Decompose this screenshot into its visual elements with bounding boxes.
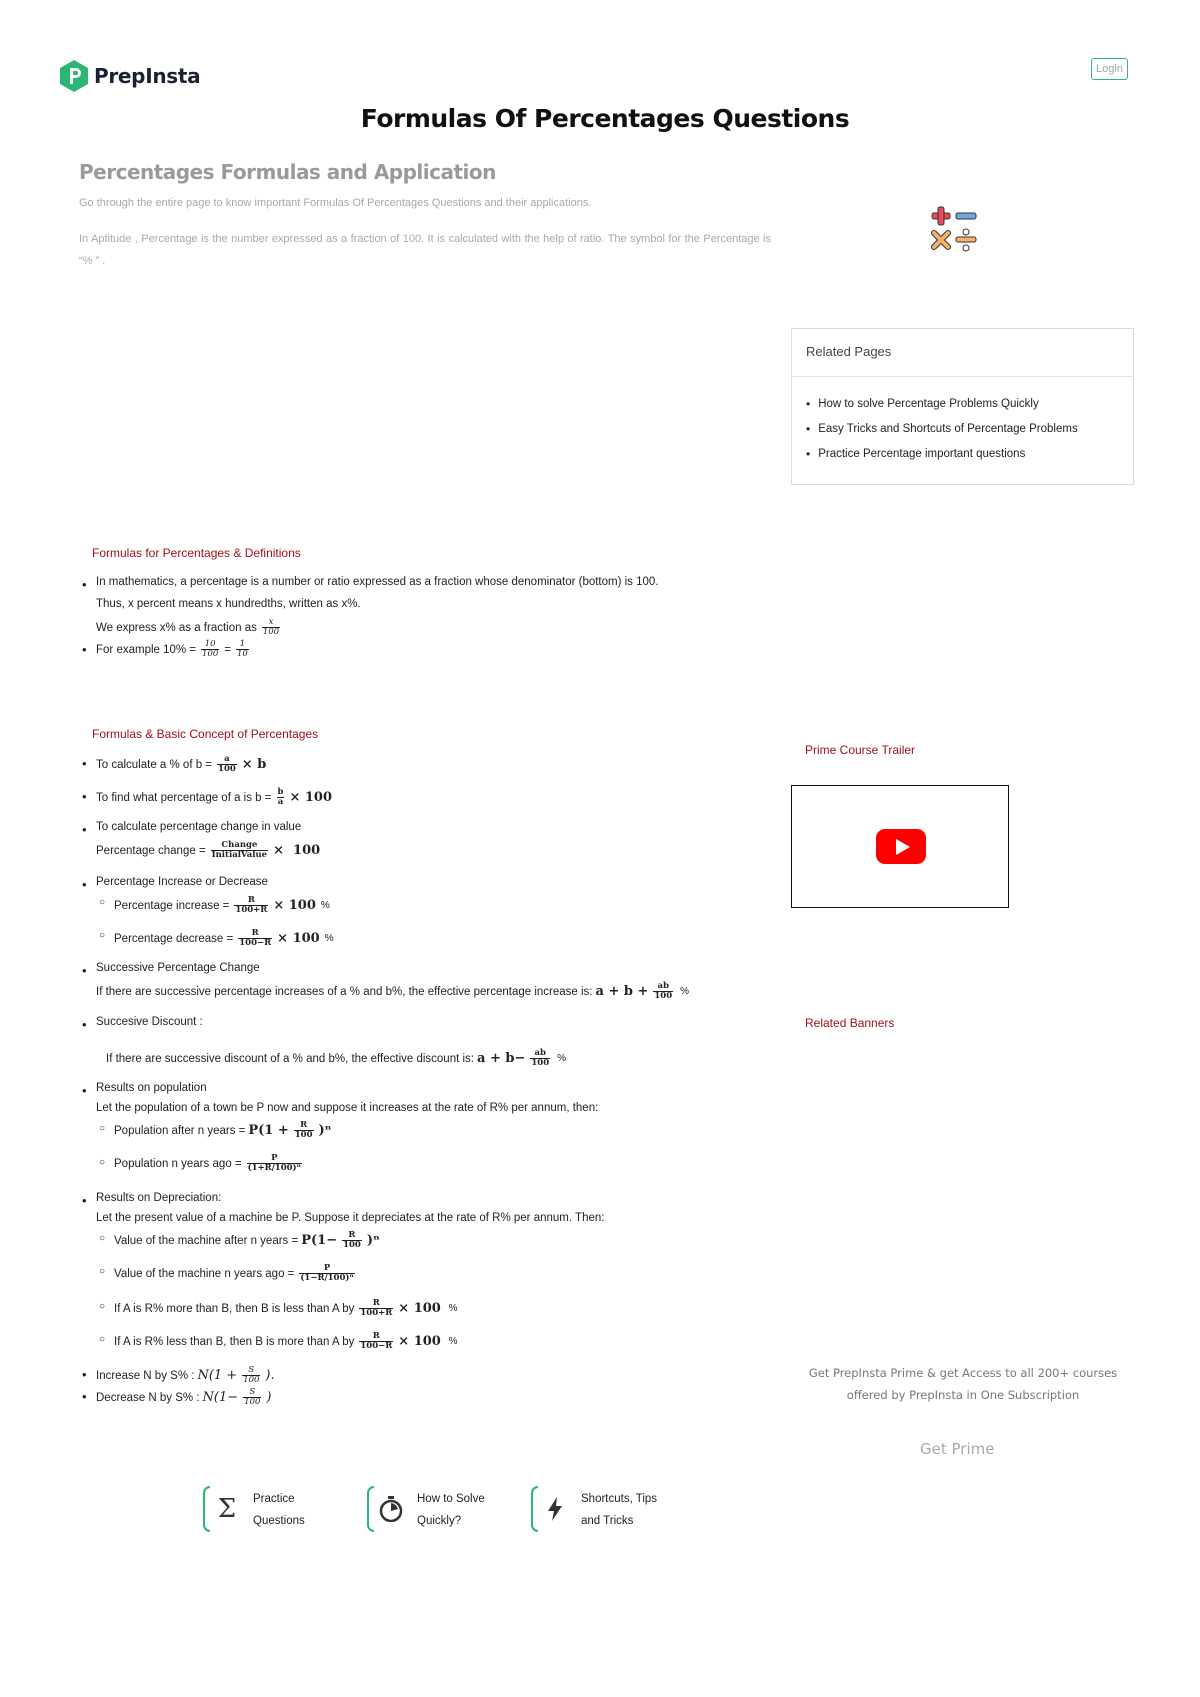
formulas-list: • To calculate a % of b = $\frac{a}{100}$ × b • To find what percentage of a is b = $\frac{b}{a}$ × 100 • To calculate percentage change in value Percentage change = $\frac{\text{Change}}{\text{InitialValue}}$ × 100 • Percentage Increase or Decrease ○ Percentage increase = $\frac{R}{100+R}$ × 100 % ○ Percentage decrease = $\frac{R}{100-R}$ × 100 % • Successive Percentage Change If there are successive percentage increases of a % and b%, the effective percentage increase is: a + b + $\frac{ab}{100}$ % • Succesive Discount : If there are successive discount of a % and b%, the effective discount is: a + b− $\frac{ab}{100}$ % • Results on population Let the population of a town be P now and suppose it increases at the rate of R% per annum, then: ○ Population after n years = P(1 + $\frac{R}{100}$ )ⁿ ○ Population n years ago = $\frac{P}{\text{(1+R/100)ⁿ}}$ • Results on Depreciation: Let the present value of a machine be P. Suppose it depreciates at the rate of R% per annum. Then: ○ Value of the machine after n years = P(1− $\frac{R}{100}$ )ⁿ ○ Value of the machine n years ago = $\frac{P}{\text{(1−R/100)ⁿ}}$ ○ If A is R% more than B, then B is less than A by $\frac{R}{100+R}$ × 100 % ○ If A is R% less than B, then B is more than A by $\frac{R}{100-R}$ × 100 % • Increase N by S% : N(1 + $\frac{S}{100}$ ). • Decrease N by S% : N(1− $\frac{S}{100}$ ) bbox=[82, 754, 690, 1407]
prepinsta-logo-icon bbox=[60, 60, 88, 92]
formula-increase-n: Increase N by S% : N(1 + $\frac{S}{100}$ ). bbox=[96, 1365, 275, 1385]
definitions-heading: Formulas for Percentages & Definitions bbox=[92, 546, 301, 560]
prime-trailer-heading: Prime Course Trailer bbox=[805, 743, 916, 757]
card-label: Shortcuts, Tips and Tricks bbox=[581, 1493, 658, 1527]
population-text: Let the population of a town be P now and suppose it increases at the rate of R% per annum, then: bbox=[96, 1102, 599, 1114]
definitions-list: • In mathematics, a percentage is a number or ratio expressed as a fraction whose denominator (bottom) is 100. Thus, x percent means x hundredths, written as x%. We express x% as a fraction as $\frac{x}{100}$ • For example 10% = $\frac{10}{100}$ = $\frac{1}{10}$ bbox=[82, 576, 659, 659]
card-how-to-solve[interactable] bbox=[367, 1486, 517, 1532]
related-pages-box bbox=[791, 328, 1134, 485]
formula-successive: If there are successive percentage increases of a % and b%, the effective percentage increase is: a + b + $\frac{ab}{100}$ % bbox=[96, 981, 690, 1001]
formula-pop-after: Population after n years = P(1 + $\frac{R}{100}$ )ⁿ bbox=[114, 1120, 332, 1140]
related-page-link[interactable]: • How to solve Percentage Problems Quickly bbox=[806, 391, 1133, 416]
get-prime-button[interactable]: Get Prime bbox=[920, 1440, 995, 1458]
definition-fraction-line: We express x% as a fraction as $\frac{x}{100}$ bbox=[96, 617, 280, 637]
formula-a-less: If A is R% less than B, then B is more than A by $\frac{R}{100-R}$ × 100 % bbox=[114, 1331, 458, 1351]
sigma-icon: Σ bbox=[217, 1494, 237, 1524]
page-title: Formulas Of Percentages Questions bbox=[360, 104, 850, 133]
fraction: $\frac{x}{100}$ bbox=[262, 617, 280, 637]
definition-text: Thus, x percent means x hundredths, written as x%. bbox=[96, 598, 361, 610]
inc-dec-title: Percentage Increase or Decrease bbox=[96, 876, 268, 888]
formula-pct-change: Percentage change = $\frac{\text{Change}}{\text{InitialValue}}$ × 100 bbox=[96, 840, 321, 860]
successive-title: Successive Percentage Change bbox=[96, 962, 260, 974]
formula-a-more: If A is R% more than B, then B is less than A by $\frac{R}{100+R}$ × 100 % bbox=[114, 1298, 458, 1318]
related-page-link[interactable]: • Easy Tricks and Shortcuts of Percentage Problems bbox=[806, 416, 1133, 441]
related-page-link[interactable]: • Practice Percentage important questions bbox=[806, 441, 1133, 466]
card-label: Practice Questions bbox=[253, 1493, 305, 1527]
formula-value-after: Value of the machine after n years = P(1− $\frac{R}{100}$ )ⁿ bbox=[114, 1230, 380, 1250]
definition-text: In mathematics, a percentage is a number or ratio expressed as a fraction whose denominator (bottom) is 100. bbox=[96, 576, 659, 588]
card-shortcuts-tips[interactable] bbox=[531, 1486, 681, 1532]
formula-pct-decrease: Percentage decrease = $\frac{R}{100-R}$ × 100 % bbox=[114, 928, 334, 948]
population-title: Results on population bbox=[96, 1082, 207, 1094]
related-banners-heading: Related Banners bbox=[805, 1016, 895, 1030]
card-label: How to Solve Quickly? bbox=[417, 1493, 485, 1527]
depreciation-text: Let the present value of a machine be P. Suppose it depreciates at the rate of R% per annum. Then: bbox=[96, 1212, 605, 1224]
lightning-icon bbox=[543, 1496, 567, 1522]
intro-heading: Percentages Formulas and Application bbox=[79, 160, 496, 184]
intro-paragraph: In Aptitude , Percentage is the number expressed as a fraction of 100. It is calculated with the help of ratio. The symbol for the Percentage is “% ” . bbox=[79, 233, 771, 267]
youtube-play-icon[interactable] bbox=[876, 829, 926, 864]
related-pages-list bbox=[792, 377, 1133, 466]
card-accent bbox=[203, 1486, 210, 1532]
depreciation-title: Results on Depreciation: bbox=[96, 1192, 222, 1204]
card-practice-questions[interactable] bbox=[203, 1486, 353, 1532]
intro-subtext: Go through the entire page to know important Formulas Of Percentages Questions and their applications. bbox=[79, 197, 592, 209]
logo-text: PrepInsta bbox=[94, 64, 201, 88]
math-operators-icon bbox=[930, 205, 978, 253]
stopwatch-icon bbox=[379, 1496, 403, 1522]
pct-change-title: To calculate percentage change in value bbox=[96, 821, 302, 833]
formula-a-of-b: To calculate a % of b = $\frac{a}{100}$ × b bbox=[96, 754, 267, 774]
formula-value-ago: Value of the machine n years ago = $\frac{P}{\text{(1−R/100)ⁿ}}$ bbox=[114, 1263, 354, 1283]
card-accent bbox=[531, 1486, 538, 1532]
video-player[interactable] bbox=[791, 785, 1009, 908]
formula-pop-ago: Population n years ago = $\frac{P}{\text{(1+R/100)ⁿ}}$ bbox=[114, 1153, 301, 1173]
prime-promo-text: Get PrepInsta Prime & get Access to all 200+ courses offered by PrepInsta in One Subscription bbox=[808, 1366, 1118, 1402]
basics-heading: Formulas & Basic Concept of Percentages bbox=[92, 727, 319, 741]
definition-example: For example 10% = $\frac{10}{100}$ = $\frac{1}{10}$ bbox=[96, 639, 248, 659]
discount-title: Succesive Discount : bbox=[96, 1016, 203, 1028]
logo[interactable] bbox=[60, 60, 200, 92]
formula-decrease-n: Decrease N by S% : N(1− $\frac{S}{100}$ ) bbox=[96, 1387, 272, 1407]
card-accent bbox=[367, 1486, 374, 1532]
related-pages-title: Related Pages bbox=[792, 329, 1133, 377]
formula-discount: If there are successive discount of a % and b%, the effective discount is: a + b− $\frac{ab}{100}$ % bbox=[106, 1048, 567, 1068]
formula-what-percentage: To find what percentage of a is b = $\frac{b}{a}$ × 100 bbox=[96, 787, 333, 807]
formula-pct-increase: Percentage increase = $\frac{R}{100+R}$ × 100 % bbox=[114, 895, 330, 915]
login-button[interactable]: Login bbox=[1091, 58, 1128, 80]
